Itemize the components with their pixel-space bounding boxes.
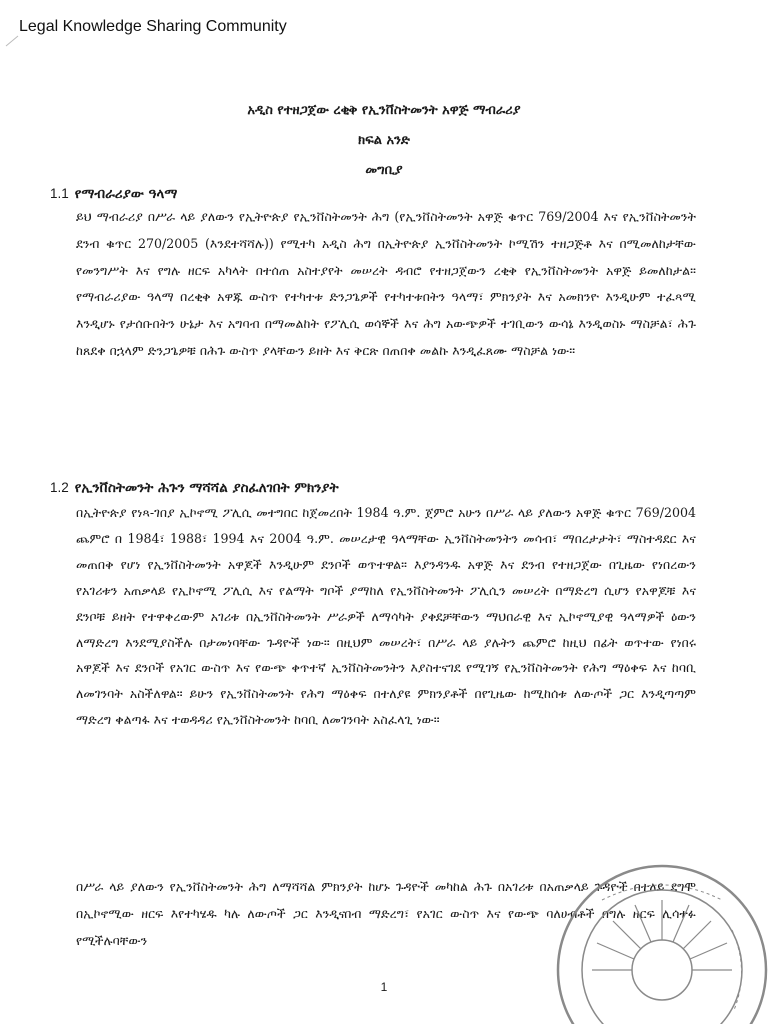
section-heading-1-1 <box>50 186 177 202</box>
section-title: የኢንቨስትመንት ሕጉን ማሻሻል ያስፈለገበት ምክንያት <box>74 480 339 496</box>
section-title: የማብራሪያው ዓላማ <box>74 186 178 202</box>
page-header: Legal Knowledge Sharing Community <box>19 18 287 35</box>
section-1-2-paragraph: በኢትዮጵያ የነጻ-ገበያ ኢኮኖሚ ፖሊሲ መተግበር ከጀመረበት 1984 ዓ.ም. ጀምሮ አሁን በሥራ ላይ ያለውን አዋጅ ቁጥር 769/2004 ጨምሮ በ 1984፣ 1988፣ 1994 እና 2004 ዓ.ም. መሠረታዊ ዓላማቸው ኢንቨስትመንትን መሳብ፣ ማበረታታት፣ ማስተዳደር እና መጠበቅ የሆነ የኢንቨስትመንት አዋጆች እንዲሁም ደንቦች ወጥተዋል። እያንዳንዱ አዋጅ እና ደንብ የተዘጋጀው በጊዜው የነበረውን የአገሪቱን አጠቃላይ የኢኮኖሚ ፖሊሲ እና የልማት ግቦች ያማከለ የኢንቨስትመንት ፖሊሲን መሠረት በማድረግ ሲሆን የአዋጆቹ እና ደንቦቹ ይዘት የተዋቀረውም አገሪቱ በኢንቨስትመንት ሥራዎች ለማሳካት ያቀደቻቸውን ማህበራዊ እና ኢኮኖሚያዊ ዓላማዎች ዕውን ለማድረግ እንደሚያስችሉ በታመነባቸው ጉዳዮች ነው። በዚህም መሠረት፣ በሥራ ላይ ያሉትን ጨምሮ ከዚህ በፊት ወጥተው የነበሩ አዋጆች እና ደንቦች የአገር ውስጥ እና የውጭ ቀጥተኛ ኢንቨስትመንትን እያስተናገደ የሚገኝ የኢንቨስትመንት የሕግ ማዕቀፍ እና ከባቢ ለመገንባት አስችለዋል። ይሁን የኢንቨስትመንት የሕግ ማዕቀፍ በተለያዩ ምክንያቶች በየጊዜው ከሚከሰቱ ለውጦች ጋር እንዲጣጣም ማድረግ ቀልጣፋ እና ተወዳዳሪ የኢንቨስትመንት ከባቢ ለመገንባት አስፈላጊ ነው። <box>76 505 696 728</box>
document-title: አዲስ የተዘጋጀው ረቂቅ የኢንቨስትመንት አዋጅ ማብራሪያ <box>247 103 521 118</box>
section-number: 1.1 <box>50 186 69 201</box>
part-title: ክፍል አንድ <box>358 133 410 148</box>
section-1-1-paragraph: ይህ ማብራሪያ በሥራ ላይ ያለውን የኢትዮጵያ የኢንቨስትመንት ሕግ (የኢንቨስትመንት አዋጅ ቁጥር 769/2004 እና የኢንቨስትመንት ደንብ ቁጥር 270/2005 (እንደተሻሻሉ)) የሚተካ አዲስ ሕግ በኢትዮጵያ ኢንቨስትመንት ኮሚሽን ተዘጋጅቶ እና በሚመለከታቸው የመንግሥት እና የግሉ ዘርፍ አካላት በተሰጠ አስተያየት መሠረት ዳብሮ የተዘጋጀውን ረቂቅ የኢንቨስትመንት አዋጅ ይመለከታል። የማብራሪያው ዓላማ በረቂቅ አዋጁ ውስጥ የተካተቱ ድንጋጌዎች የተካተቱበትን ዓላማ፣ ምክንያት እና አመክንዮ እንዲሁም ተፈጻሚ እንዲሆኑ የታሰቡበትን ሁኔታ እና አግባብ በማመልከት የፖሊሲ ወሳኞች እና ሕግ አውጭዎች ተገቢውን ውሳኔ እንዲወስኑ ማስቻል፣ ሕጉ ከጸደቀ በኋላም ድንጋጌዎቹ በሕጉ ውስጥ ያላቸውን ይዘት እና ቅርጽ በጠበቀ መልኩ እንዲፈጸሙ ማስቻል ነው። <box>76 209 696 358</box>
section-number: 1.2 <box>50 480 69 495</box>
page-number: 1 <box>380 980 388 994</box>
document-titles <box>0 96 768 186</box>
corner-pen-mark <box>4 30 24 50</box>
section-heading-1-2 <box>50 480 339 496</box>
continuation-paragraph: በሥራ ላይ ያለውን የኢንቨስትመንት ሕግ ለማሻሻል ምክንያት ከሆኑ ጉዳዮች መካከል ሕጉ በአገሪቱ በአጠቃላይ ጉዳዮች በተለይ ደግሞ በኢኮኖሚው ዘርፍ እየተካሄዱ ካሉ ለውጦች ጋር እንዲናበብ ማድረግ፣ የአገር ውስጥ እና የውጭ ባለሀብቶች በግሉ ዘርፍ ሊሳተፉ የሚችሉባቸውን <box>76 879 696 948</box>
introduction-title: መግቢያ <box>365 163 403 178</box>
official-seal-stamp <box>556 860 768 1024</box>
